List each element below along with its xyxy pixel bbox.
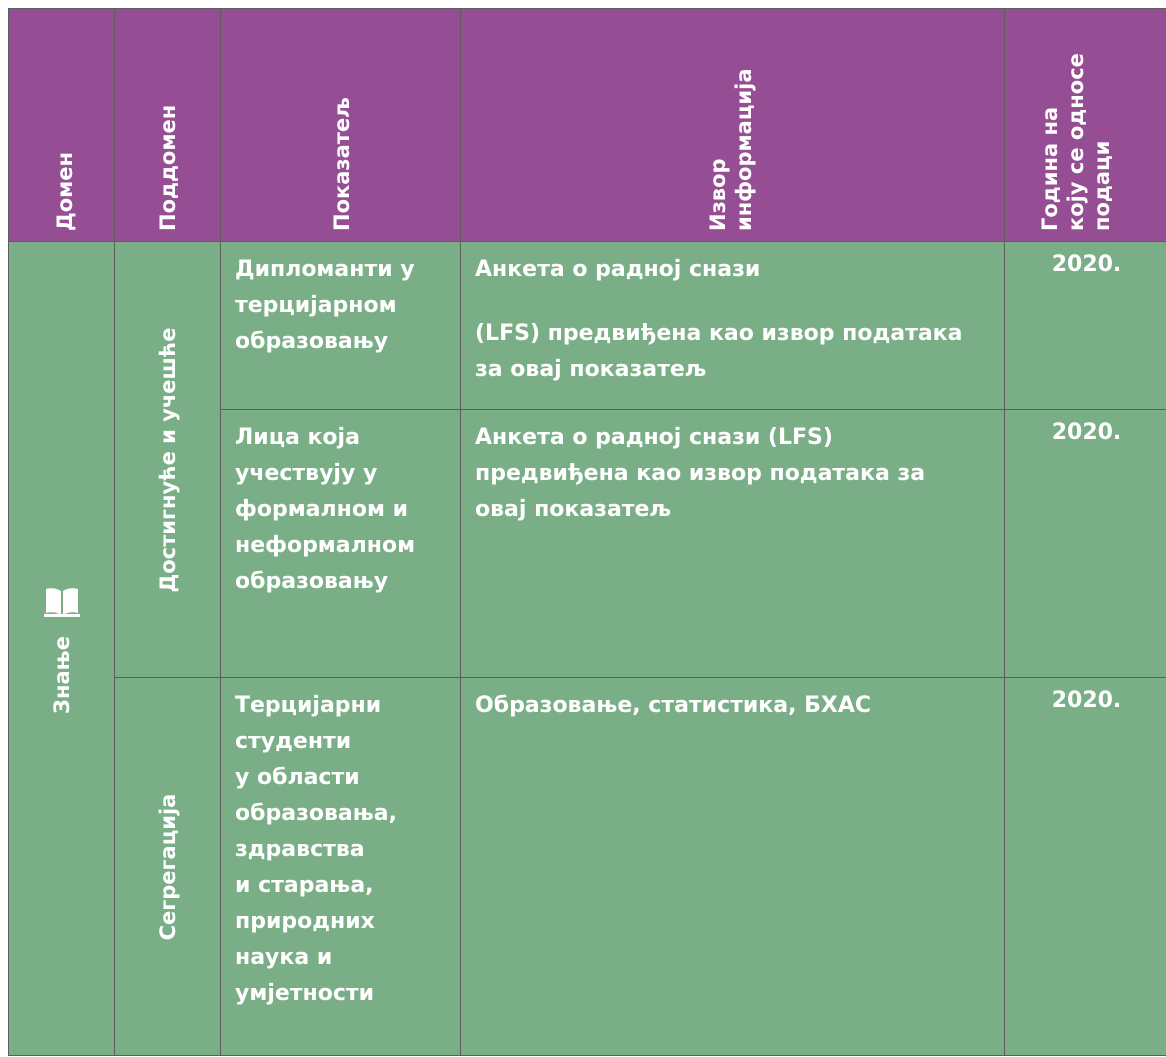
header-indicator-label: Показатељ <box>330 96 354 231</box>
row-3-indicator-line: наука и <box>235 945 333 970</box>
row-3-source-line: Образовање, статистика, БХАС <box>475 693 871 718</box>
book-icon <box>44 585 80 619</box>
domain-cell <box>9 242 115 1056</box>
header-source <box>461 9 1005 242</box>
row-1-indicator-line: Дипломанти у <box>235 257 415 282</box>
header-source-line1: Извор <box>706 158 730 231</box>
row-2-source-line: овај показатељ <box>475 497 672 522</box>
header-domain-label: Домен <box>53 151 77 231</box>
row-2-year-value: 2020. <box>1051 420 1122 445</box>
row-2-indicator-line: формалном и <box>235 497 409 522</box>
row-2-year <box>1005 410 1166 678</box>
domain-label: Знање <box>49 635 74 714</box>
row-2-indicator-line: Лица која <box>235 425 360 450</box>
row-1-year-value: 2020. <box>1051 252 1122 277</box>
row-2-indicator-line: учествују у <box>235 461 378 486</box>
row-2-indicator-line: неформалном <box>235 533 416 558</box>
row-1-indicator-line: терцијарном <box>235 293 397 318</box>
row-1-source <box>461 242 1005 410</box>
row-1-year <box>1005 242 1166 410</box>
row-3-year <box>1005 678 1166 1056</box>
header-subdomain <box>115 9 221 242</box>
header-row <box>9 9 1166 242</box>
header-source-line2: информација <box>732 68 756 231</box>
row-1 <box>9 242 1166 410</box>
row-3-indicator-line: Терцијарни <box>235 693 382 718</box>
row-3-indicator-line: умјетности <box>235 981 375 1006</box>
header-year-line2: коју се односе <box>1064 53 1088 231</box>
row-2-source-line: Анкета о радној снази (LFS) <box>475 425 833 450</box>
subdomain-achievement: Достигнуће и учешће <box>155 327 180 592</box>
row-3 <box>9 678 1166 1056</box>
subdomain-segregation-cell <box>115 678 221 1056</box>
header-domain <box>9 9 115 242</box>
row-2-indicator-line: образовању <box>235 569 389 594</box>
row-3-indicator <box>221 678 461 1056</box>
row-3-year-value: 2020. <box>1051 688 1122 713</box>
indicators-table <box>8 8 1166 1056</box>
row-3-indicator-line: у области <box>235 765 360 790</box>
row-2-indicator <box>221 410 461 678</box>
header-year <box>1005 9 1166 242</box>
header-subdomain-label: Поддомен <box>156 104 180 231</box>
row-3-indicator-line: образовања, <box>235 801 397 826</box>
row-1-indicator-line: образовању <box>235 329 389 354</box>
header-indicator <box>221 9 461 242</box>
row-1-indicator <box>221 242 461 410</box>
row-3-indicator-line: и старања, <box>235 873 374 898</box>
row-3-indicator-line: здравства <box>235 837 365 862</box>
row-3-indicator-line: природних <box>235 909 375 934</box>
header-year-line3: подаци <box>1090 140 1114 231</box>
header-year-line1: Година на <box>1038 106 1062 231</box>
row-1-source-line: (LFS) предвиђена као извор података <box>475 321 963 346</box>
row-1-source-line: за овај показатељ <box>475 357 707 382</box>
row-3-source <box>461 678 1005 1056</box>
row-3-indicator-line: студенти <box>235 729 352 754</box>
row-1-source-line: Анкета о радној снази <box>475 257 761 282</box>
subdomain-segregation: Сегрегација <box>155 793 180 940</box>
row-2-source <box>461 410 1005 678</box>
subdomain-achievement-cell <box>115 242 221 678</box>
row-2-source-line: предвиђена као извор података за <box>475 461 926 486</box>
